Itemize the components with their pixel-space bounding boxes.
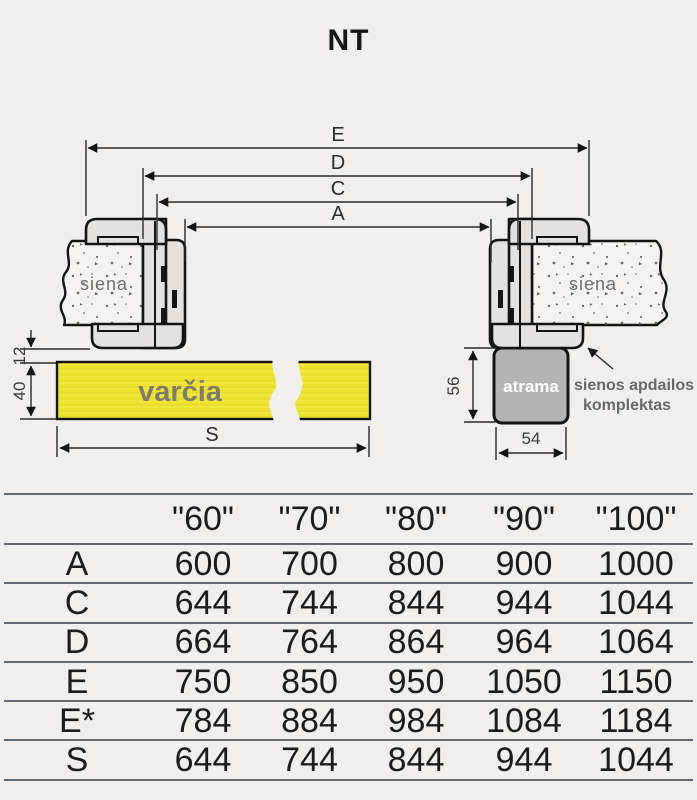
dim-label-40: 40 xyxy=(10,381,29,401)
table-col-header: "70" xyxy=(278,500,341,538)
annotation-arrow xyxy=(588,348,613,369)
door-leaf-label: varčia xyxy=(138,376,222,408)
dim-label-S: S xyxy=(205,424,219,446)
table-cell: 744 xyxy=(281,583,338,622)
table-col-header: "80" xyxy=(385,500,447,538)
row-label: C xyxy=(64,583,90,622)
break-line-edge xyxy=(276,354,283,427)
table-cell: 700 xyxy=(281,544,338,583)
table-cell: 644 xyxy=(174,741,232,780)
table-col-header: "100" xyxy=(595,500,677,538)
table-cell: 900 xyxy=(495,544,553,583)
annotation xyxy=(574,348,694,414)
table-cell: 944 xyxy=(495,583,553,622)
table-cell: 744 xyxy=(281,741,338,780)
table-cell: 850 xyxy=(281,662,338,701)
row-label: A xyxy=(65,544,89,583)
table-row xyxy=(4,545,693,584)
dimension-S xyxy=(57,424,369,457)
dim-label-54: 54 xyxy=(521,429,541,448)
table-cell: 750 xyxy=(174,662,232,701)
break-line-edge xyxy=(289,354,296,427)
table-cell: 944 xyxy=(495,741,553,780)
table-cell: 1064 xyxy=(598,623,674,662)
table-header-row xyxy=(4,495,693,545)
row-label: E* xyxy=(59,701,95,740)
table-cell: 764 xyxy=(281,623,338,662)
table-cell: 1184 xyxy=(599,701,673,740)
table-cell: 864 xyxy=(387,623,445,662)
table-row xyxy=(4,702,693,741)
row-label: E xyxy=(65,662,89,701)
table-col-header: "90" xyxy=(493,500,555,538)
wall-right-label: siena xyxy=(568,274,618,294)
dim-label-C: C xyxy=(330,178,346,200)
table-cell: 1084 xyxy=(486,701,562,740)
table-row xyxy=(4,663,693,702)
annotation-text-line2: komplektas xyxy=(582,397,672,414)
table-cell: 644 xyxy=(174,583,232,622)
dim-label-56: 56 xyxy=(444,376,463,396)
table-row xyxy=(4,584,693,623)
table-row xyxy=(4,741,693,780)
table-cell: 1050 xyxy=(486,662,562,701)
table-cell: 664 xyxy=(174,623,232,662)
dimension-table xyxy=(4,493,693,781)
table-cell: 1150 xyxy=(599,662,673,701)
table-cell: 600 xyxy=(174,544,232,583)
dim-label-12: 12 xyxy=(10,346,29,366)
table-cell: 1000 xyxy=(598,544,674,583)
row-label: D xyxy=(64,623,90,662)
table-cell: 884 xyxy=(281,701,338,740)
table-col-header: "60" xyxy=(172,500,234,538)
table-cell: 784 xyxy=(174,701,232,740)
table-cell: 950 xyxy=(387,662,445,701)
dim-label-D: D xyxy=(330,152,346,174)
page-title: NT xyxy=(327,24,370,57)
wall-left-label: siena xyxy=(79,274,129,294)
table-cell: 984 xyxy=(387,701,445,740)
table-cell: 844 xyxy=(387,583,445,622)
annotation-text-line1: sienos apdailos xyxy=(573,377,695,394)
table-cell: 1044 xyxy=(598,583,674,622)
table-cell: 964 xyxy=(495,623,553,662)
dim-label-E: E xyxy=(331,124,345,146)
table-cell: 800 xyxy=(387,544,445,583)
table-row xyxy=(4,624,693,663)
support-label: atrama xyxy=(503,377,559,396)
table-cell: 844 xyxy=(387,741,445,780)
table-cell: 1044 xyxy=(598,741,674,780)
row-label: S xyxy=(65,741,89,780)
dim-label-A: A xyxy=(331,203,345,225)
